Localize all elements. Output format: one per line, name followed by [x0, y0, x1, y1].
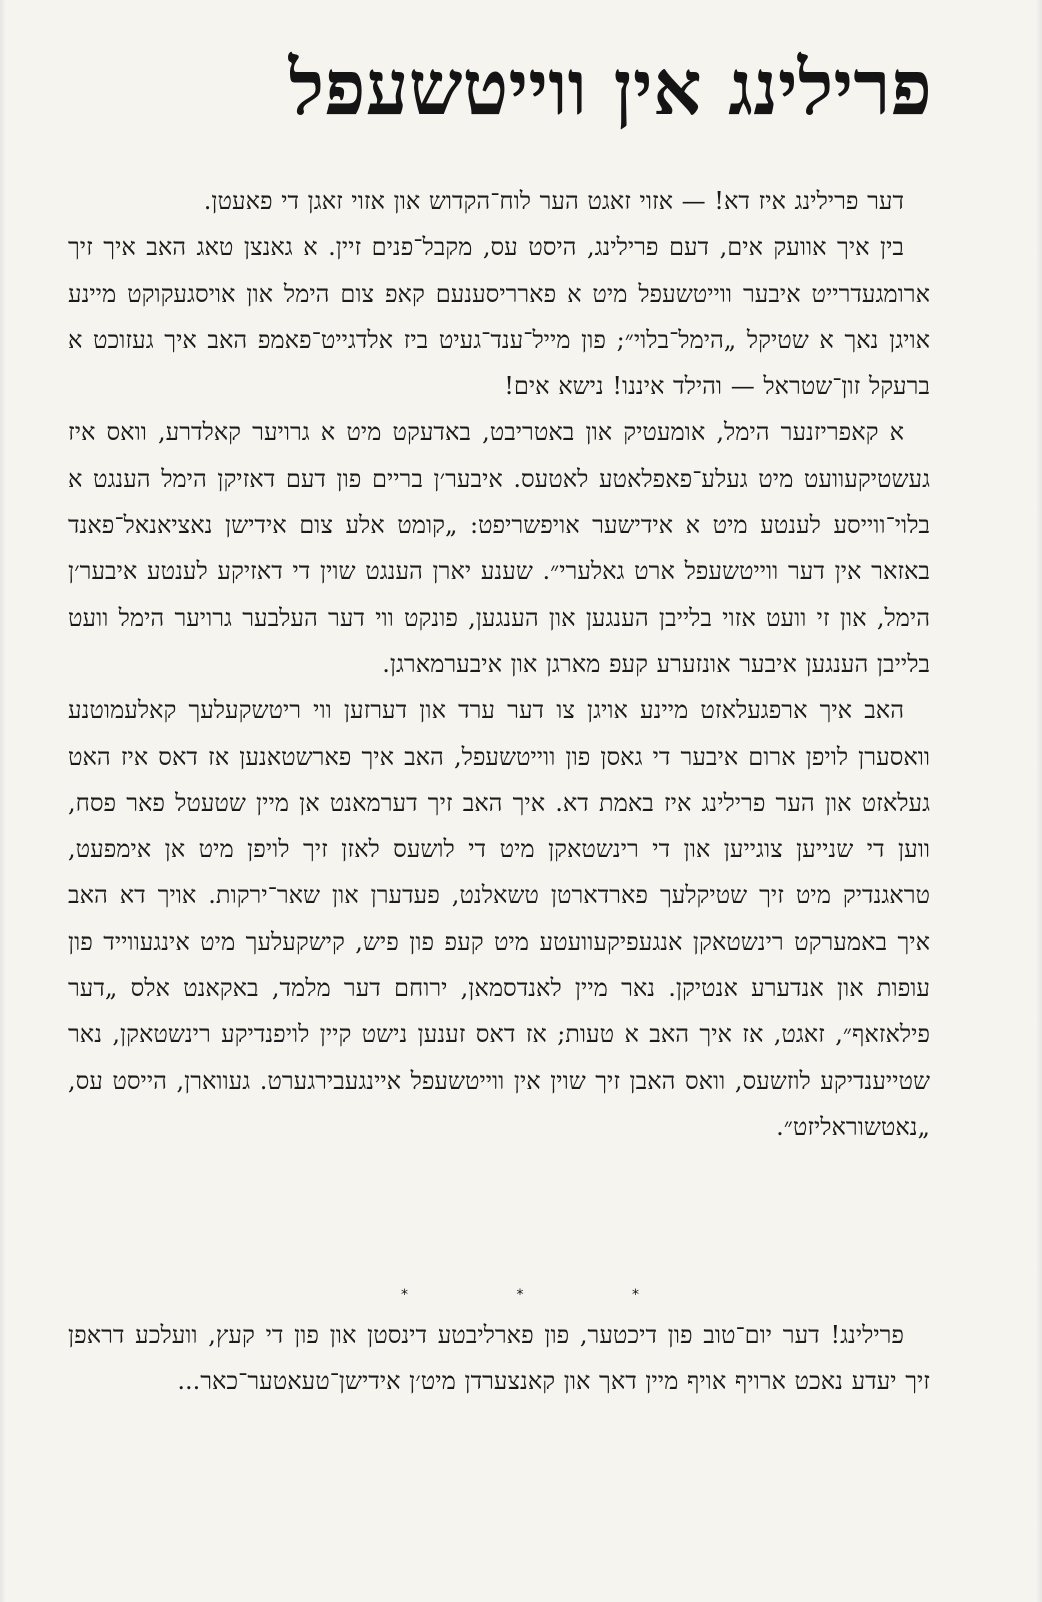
page-title: פרילינג אין ווייטשעפל [288, 43, 932, 132]
paragraph-1: דער פרילינג איז דא! — אזוי זאגט הער לוח־הקדוש און אזוי זאגן די פאעטן. [203, 187, 904, 215]
article-body [68, 178, 930, 1150]
paragraph-4: האב איך ארפגעלאזט מיינע אויגן צו דער ערד און דערזען ווי ריטשקעלעך קאלעמוטנע וואסערן לויפן ארום איבער די גאסן פון ווייטשעפל, האב איך פארשטאנען אז דאס איז האט געלאזט און הער פרילינג איז באמת דא. איך האב זיך דערמאנט אן מיין שטעטל פאר פסח, ווען די שנייען צוגייען און די רינשטאקן מיט די לושעס לאזן זיך לויפן מיט אן אימפעט, טראגנדיק מיט זיך שטיקלעך פארדארטן טשאלנט, פעדערן און שאר־ירקות. אויך דא האב איך באמערקט רינשטאקן אנגעפיקעוועטע מיט קעפ פון פיש, קישקעלעך מיט אינגעווייד פון עופות און אנדערע אנטיקן. נאר מיין לאנדסמאן, ירוחם דער מלמד, באקאנט אלס „דער פילאזאף״, זאגט, אז איך האב א טעות; אז דאס זענען נישט קיין לויפנדיקע רינשטאקן, נאר שטייענדיקע לוזשעס, וואס האבן זיך שוין אין ווייטשעפל איינגעבירגערט. געווארן, הייסט עס, „נאטשוראליזט״. [68, 696, 930, 1141]
paragraph-2: בין איך אוועק אים, דעם פרילינג, היסט עס, מקבל־פנים זיין. א גאנצן טאג האב איך זיך ארומגעדרייט איבער ווייטשעפל מיט א פארריסענעם קאפ צום הימל און אויסגעקוקט מיינע אויגן נאך א שטיקל „הימל־בלוי״; פון מייל־ענד־געיט ביז אלדגייט־פאמפ האב איך געזוכט א ברעקל זון־שטראל — והילד איננו! נישא אים! [68, 233, 930, 401]
closing-paragraph: פרילינג! דער יום־טוב פון דיכטער, פון פארליבטע דינסטן און פון די קעץ, וועלכע דראפן זיך יעדע נאכט ארויף אויף מיין דאך און קאנצערדן מיט׳ן אידישן־טעאטער־כאר... [68, 1321, 930, 1396]
paragraph-3: א קאפריזנער הימל, אומעטיק און באטריבט, באדעקט מיט א גרויער קאלדרע, וואס איז געשטיקעוועט מיט געלע־פאפלאטע לאטעס. איבער׳ן בריים פון דעם דאזיקן הימל הענגט א בלוי־ווייסע לענטע מיט א אידישער אויפשריפט: „קומט אלע צום אידישן נאציאנאל־פאנד באזאר אין דער ווייטשעפל ארט גאלערי״. שענע יארן הענגט שוין די דאזיקע לענטע איבער׳ן הימל, און זי וועט אזוי בלייבן הענגען און הענגען, פונקט ווי דער העלבער גרויער הימל וועט בלייבן הענגען איבער אונזערע קעפ מארגן און איבערמארגן. [68, 418, 931, 678]
scan-edge-left [0, 0, 6, 1602]
section-divider-asterisks: * * * [401, 1287, 691, 1303]
scan-edge-right [1036, 0, 1042, 1602]
closing-section [68, 1312, 930, 1405]
